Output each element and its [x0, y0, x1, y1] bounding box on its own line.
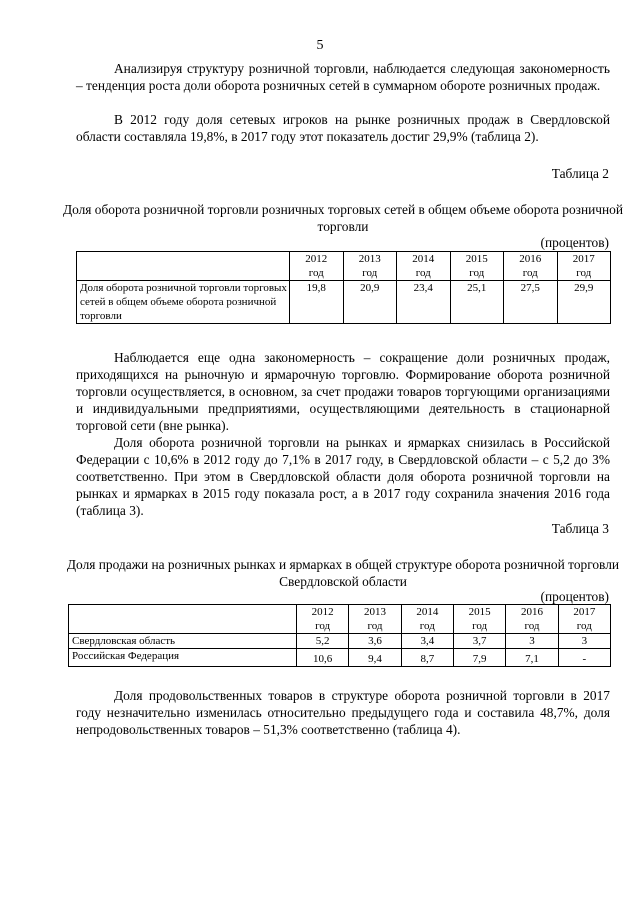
table2-title: Доля оборота розничной торговли розничных торговых сетей в общем объеме оборота розничной торговли — [62, 202, 624, 234]
table3-year-cell: 2016 год — [506, 605, 558, 634]
table2-value-cell: 19,8 — [290, 281, 344, 324]
paragraph-structure-analysis: Анализируя структуру розничной торговли, наблюдается следующая закономерность – тенденция роста доли оборота розничных сетей в суммарном обороте розничных продаж. — [76, 61, 610, 93]
paragraph-fairs-share: Доля оборота розничной торговли на рынках и ярмарках снизилась в Российской Федерации с 10,6% в 2012 году до 7,1% в 2017 году, в Свердловской области – с 5,2 до 3% соответственно. При этом в Свердловской области доля оборота розничной торговли на рынках и ярмарках в 2015 году показала рост, а в 2017 году сохранила значения 2016 года (таблица 3). — [76, 435, 610, 518]
table2-row-label: Доля оборота розничной торговли торговых сетей в общем объеме оборота розничной торговли — [77, 281, 290, 324]
table2 — [76, 251, 611, 324]
table3-year-cell: 2012 год — [297, 605, 349, 634]
table3-value-cell: 3 — [506, 634, 558, 649]
paragraph-market-decline: Наблюдается еще одна закономерность – сокращение доли розничных продаж, приходящихся на рыночную и ярмарочную торговлю. Формирование оборота розничной торговли осуществляется, в основном, за счет продажи товаров торгующими организациями и индивидуальными предприятиями, осуществляющими деятельность в стационарной торговой сети (вне рынка). — [76, 350, 610, 433]
table2-units: (процентов) — [540, 235, 609, 250]
table2-year-cell: 2014 год — [397, 252, 451, 281]
table3-year-cell: 2013 год — [349, 605, 401, 634]
table3-header-blank — [69, 605, 297, 634]
table2-data-row — [77, 281, 611, 324]
table3-value-cell: - — [558, 649, 610, 667]
table3-row-label: Российская Федерация — [69, 649, 297, 667]
table2-header-blank — [77, 252, 290, 281]
table3-units: (процентов) — [540, 589, 609, 604]
table3-year-cell: 2014 год — [401, 605, 453, 634]
table3-value-cell: 3,7 — [453, 634, 505, 649]
table3-year-cell: 2017 год — [558, 605, 610, 634]
table2-value-cell: 20,9 — [343, 281, 397, 324]
table2-value-cell: 25,1 — [450, 281, 504, 324]
table3-label: Таблица 3 — [551, 521, 609, 536]
paragraph-food-share: Доля продовольственных товаров в структуре оборота розничной торговли в 2017 году незначительно изменилась относительно предыдущего года и составила 48,7%, доля непродовольственных товаров – 51,3% соответственно (таблица 4). — [76, 688, 610, 737]
table3-value-cell: 10,6 — [297, 649, 349, 667]
table3-year-cell: 2015 год — [453, 605, 505, 634]
table2-value-cell: 29,9 — [557, 281, 611, 324]
table2-value-cell: 27,5 — [504, 281, 558, 324]
table2-year-cell: 2017 год — [557, 252, 611, 281]
table3-row-russia — [69, 649, 611, 667]
table3-value-cell: 8,7 — [401, 649, 453, 667]
page-number: 5 — [316, 38, 324, 53]
table3-value-cell: 5,2 — [297, 634, 349, 649]
table2-year-cell: 2016 год — [504, 252, 558, 281]
paragraph-network-share: В 2012 году доля сетевых игроков на рынке розничных продаж в Свердловской области составляла 19,8%, в 2017 году этот показатель достиг 29,9% (таблица 2). — [76, 112, 610, 144]
table3-value-cell: 3,6 — [349, 634, 401, 649]
table3-row-label: Свердловская область — [69, 634, 297, 649]
table2-header-row — [77, 252, 611, 281]
table3-value-cell: 7,1 — [506, 649, 558, 667]
table3-header-row — [69, 605, 611, 634]
table2-label: Таблица 2 — [551, 166, 609, 181]
table2-year-cell: 2013 год — [343, 252, 397, 281]
table3-value-cell: 7,9 — [453, 649, 505, 667]
table2-year-cell: 2012 год — [290, 252, 344, 281]
table3-title: Доля продажи на розничных рынках и ярмарках в общей структуре оборота розничной торговли Свердловской области — [66, 557, 620, 589]
table3 — [68, 604, 611, 667]
table2-value-cell: 23,4 — [397, 281, 451, 324]
table3-row-sverdlovsk — [69, 634, 611, 649]
table3-value-cell: 9,4 — [349, 649, 401, 667]
table3-value-cell: 3 — [558, 634, 610, 649]
table2-year-cell: 2015 год — [450, 252, 504, 281]
table3-value-cell: 3,4 — [401, 634, 453, 649]
